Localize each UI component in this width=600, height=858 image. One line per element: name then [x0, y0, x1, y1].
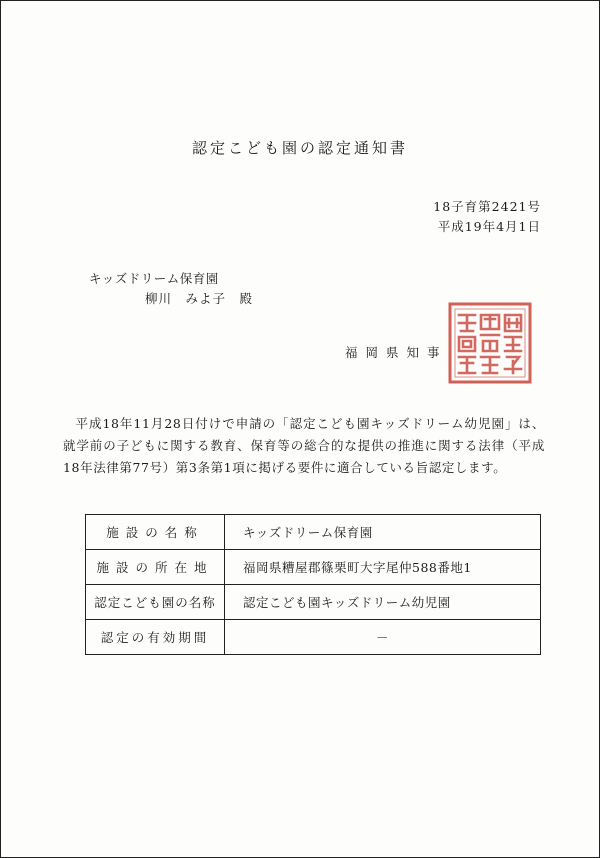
row-value: キッズドリーム保育園 [225, 515, 541, 550]
row-label: 施設の所在地 [86, 550, 225, 585]
issuer-name: 福岡県知事 [345, 345, 448, 360]
official-seal-stamp [447, 301, 533, 385]
table-row [86, 550, 541, 585]
table-row [86, 515, 541, 550]
row-value: 福岡県糟屋郡篠栗町大字尾仲588番地1 [225, 550, 541, 585]
row-label: 認定こども園の名称 [86, 585, 225, 620]
addressee-person: 柳川 みよ子 殿 [145, 291, 254, 306]
certification-statement: 平成18年11月28日付けで申請の「認定こども園キッズドリーム幼児園」は、就学前の子どもに関する教育、保育等の総合的な提供の推進に関する法律（平成18年法律第77号）第3条第1項に掲げる要件に適合している旨認定します。 [63, 416, 545, 475]
document-number: 18子育第2421号 [433, 199, 541, 214]
row-label: 施設の名称 [86, 515, 225, 550]
issue-date: 平成19年4月1日 [437, 219, 541, 234]
facility-details-table [85, 514, 541, 655]
seal-text [1, 1, 2, 2]
table-row [86, 620, 541, 655]
document-header-info [433, 197, 541, 237]
row-value: 認定こども園キッズドリーム幼児園 [225, 585, 541, 620]
table-row [86, 585, 541, 620]
row-value: － [225, 620, 541, 655]
document-title: 認定こども園の認定通知書 [191, 139, 408, 157]
addressee-block [89, 269, 253, 309]
addressee-organization: キッズドリーム保育園 [89, 271, 219, 286]
row-label: 認定の有効期間 [86, 620, 225, 655]
